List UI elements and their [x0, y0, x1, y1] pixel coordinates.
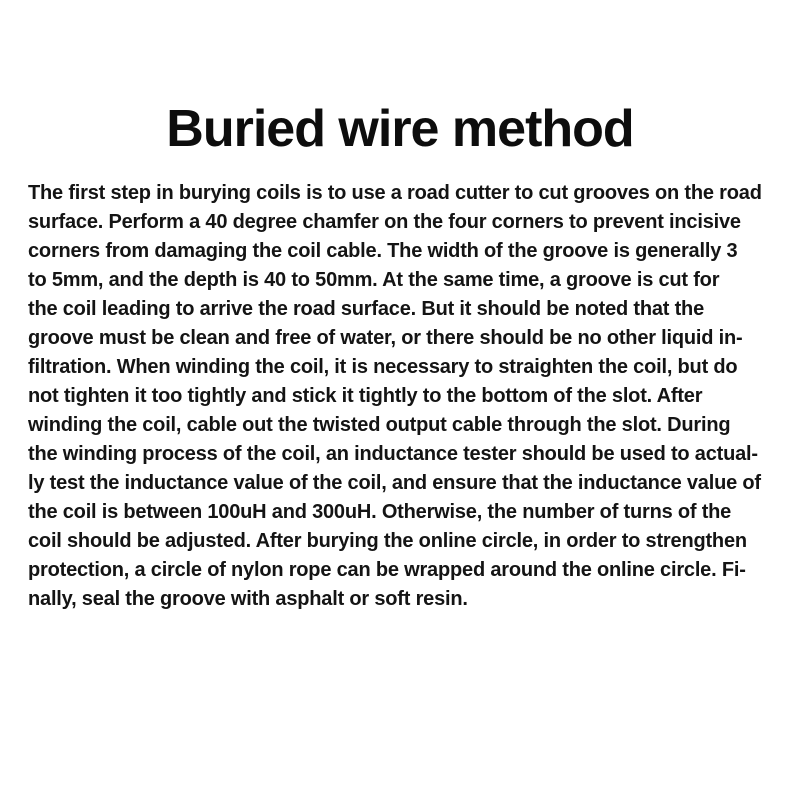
paragraph-line: the coil leading to arrive the road surface. But it should be noted that the — [28, 298, 704, 320]
paragraph-line: the coil is between 100uH and 300uH. Otherwise, the number of turns of the — [28, 501, 732, 523]
paragraph-line: corners from damaging the coil cable. The width of the groove is generally 3 — [28, 240, 738, 262]
paragraph-line: surface. Perform a 40 degree chamfer on the four corners to prevent incisive — [28, 211, 741, 233]
paragraph-line: not tighten it too tightly and stick it tightly to the bottom of the slot. After — [28, 385, 703, 407]
paragraph-line: protection, a circle of nylon rope can be wrapped around the online circle. Fi- — [28, 559, 746, 581]
paragraph-line: winding the coil, cable out the twisted output cable through the slot. During — [28, 414, 731, 436]
paragraph-line: coil should be adjusted. After burying the online circle, in order to strengthen — [28, 530, 747, 552]
paragraph-line: to 5mm, and the depth is 40 to 50mm. At the same time, a groove is cut for — [28, 269, 720, 291]
paragraph-line: groove must be clean and free of water, or there should be no other liquid in- — [28, 327, 743, 349]
paragraph-line: ly test the inductance value of the coil, and ensure that the inductance value of — [28, 472, 761, 494]
paragraph-line: the winding process of the coil, an inductance tester should be used to actual- — [28, 443, 758, 465]
page-title: Buried wire method — [166, 100, 634, 158]
paragraph-line: filtration. When winding the coil, it is necessary to straighten the coil, but do — [28, 356, 738, 378]
paragraph-line: nally, seal the groove with asphalt or soft resin. — [28, 588, 468, 610]
paragraph-line: The first step in burying coils is to use a road cutter to cut grooves on the road — [28, 182, 762, 204]
body-paragraph — [28, 179, 772, 614]
